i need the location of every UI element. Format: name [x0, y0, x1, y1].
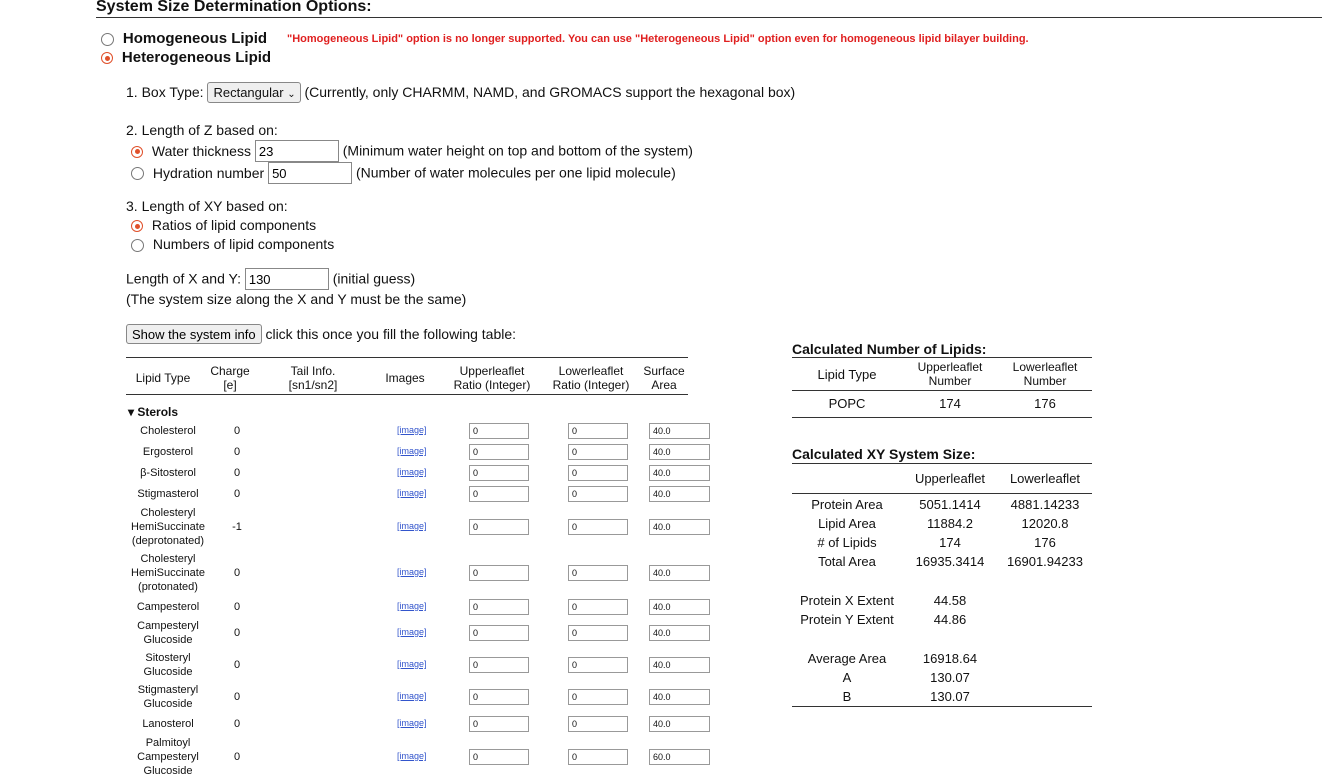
xy-length-note: (initial guess) — [332, 270, 416, 287]
z-length-label: 2. Length of Z based on: — [126, 122, 278, 138]
lipid-name: Stigmasteryl Glucoside — [137, 684, 199, 710]
box-type-note: (Currently, only CHARMM, NAMD, and GROMACS support the hexagonal box) — [304, 84, 796, 100]
upper-ratio-input[interactable]: 0 — [469, 423, 529, 439]
water-thickness-label: Water thickness — [151, 142, 251, 159]
lipid-charge: 0 — [233, 467, 241, 479]
lower-ratio-input[interactable]: 0 — [568, 486, 628, 502]
upper-ratio-input[interactable]: 0 — [469, 519, 529, 535]
water-thickness-row — [131, 140, 693, 162]
calc-lipids-row-upper: 174 — [939, 396, 961, 411]
lipid-image-link[interactable]: [image] — [397, 488, 427, 498]
lipid-image-link[interactable]: [image] — [397, 751, 427, 761]
xy-row-upper: 5051.1414 — [919, 497, 981, 512]
water-thickness-radio[interactable] — [131, 146, 143, 158]
lipid-name: Ergosterol — [142, 446, 194, 458]
summary-label: B — [842, 689, 852, 704]
summary-label: A — [842, 670, 852, 685]
lipid-image-link[interactable]: [image] — [397, 659, 427, 669]
calc-xy-header-lower: Lowerleaflet — [1009, 471, 1081, 486]
homogeneous-notice: "Homogeneous Lipid" option is no longer supported. You can use "Heterogeneous Lipid" option even for homogeneous lipid bilayer building. — [287, 33, 1029, 45]
calc-xy-title: Calculated XY System Size: — [792, 446, 976, 462]
header-surface-area: Surface Area — [643, 364, 685, 392]
calc-xy-header-upper: Upperleaflet — [914, 471, 986, 486]
lower-ratio-input[interactable]: 0 — [568, 657, 628, 673]
summary-value: 130.07 — [930, 670, 970, 685]
lipid-name: Cholesterol — [140, 425, 196, 437]
calc-lipids-top-rule — [792, 357, 1092, 358]
calc-lipids-row-lower: 176 — [1034, 396, 1056, 411]
heterogeneous-label: Heterogeneous Lipid — [121, 49, 272, 66]
hydration-number-radio[interactable] — [131, 167, 144, 180]
surface-area-input[interactable]: 40.0 — [649, 423, 710, 439]
calc-lipids-header-type: Lipid Type — [817, 367, 877, 382]
xy-row-upper: 11884.2 — [926, 516, 974, 531]
lipid-charge: 0 — [233, 659, 241, 671]
extent-label: Protein Y Extent — [800, 612, 894, 627]
lipid-name: Campesterol — [136, 601, 200, 613]
calc-xy-bottom-rule — [792, 706, 1092, 707]
heterogeneous-option[interactable] — [101, 49, 271, 66]
xy-row-lower: 12020.8 — [1021, 516, 1069, 531]
lower-ratio-input[interactable]: 0 — [568, 565, 628, 581]
water-thickness-input[interactable] — [255, 140, 339, 162]
show-system-info-button[interactable]: Show the system info — [126, 324, 262, 344]
calc-lipids-header-lower: Lowerleaflet Number — [1012, 360, 1078, 388]
lipid-charge: -1 — [232, 521, 242, 533]
lower-ratio-input[interactable]: 0 — [568, 444, 628, 460]
lipid-name: Lanosterol — [142, 718, 194, 730]
lower-ratio-input[interactable]: 0 — [568, 716, 628, 732]
upper-ratio-input[interactable]: 0 — [469, 625, 529, 641]
upper-ratio-input[interactable]: 0 — [469, 565, 529, 581]
xy-row-label: # of Lipids — [817, 535, 877, 550]
homogeneous-radio[interactable] — [101, 33, 114, 46]
surface-area-input[interactable]: 40.0 — [649, 599, 710, 615]
homogeneous-option[interactable] — [101, 30, 267, 47]
header-images: Images — [385, 371, 425, 385]
lipid-charge: 0 — [233, 751, 241, 763]
lipid-charge: 0 — [233, 627, 241, 639]
xy-row-lower: 4881.14233 — [1010, 497, 1080, 512]
extent-value: 44.86 — [933, 612, 967, 627]
lipid-table-top-rule — [126, 357, 688, 358]
ratios-option — [131, 217, 316, 233]
lower-ratio-input[interactable]: 0 — [568, 625, 628, 641]
lower-ratio-input[interactable]: 0 — [568, 689, 628, 705]
hydration-number-input[interactable] — [268, 162, 352, 184]
lower-ratio-input[interactable]: 0 — [568, 599, 628, 615]
upper-ratio-input[interactable]: 0 — [469, 716, 529, 732]
box-type-row — [126, 82, 795, 103]
lipid-name: Stigmasterol — [137, 488, 199, 500]
upper-ratio-input[interactable]: 0 — [469, 749, 529, 765]
lipid-name: Campesteryl Glucoside — [137, 620, 199, 646]
surface-area-input[interactable]: 40.0 — [649, 625, 710, 641]
xy-length-label: 3. Length of XY based on: — [126, 198, 288, 214]
lipid-image-link[interactable]: [image] — [397, 691, 427, 701]
lipid-image-link[interactable]: [image] — [397, 601, 427, 611]
ratios-radio[interactable] — [131, 220, 143, 232]
lipid-image-link[interactable]: [image] — [397, 567, 427, 577]
lipid-charge: 0 — [233, 601, 241, 613]
surface-area-input[interactable]: 40.0 — [649, 465, 710, 481]
lipid-table-header-rule — [126, 394, 688, 395]
numbers-option — [131, 236, 334, 252]
water-thickness-note: (Minimum water height on top and bottom of the system) — [342, 142, 693, 159]
surface-area-input[interactable]: 40.0 — [649, 716, 710, 732]
xy-length-input[interactable] — [245, 268, 329, 290]
lipid-image-link[interactable]: [image] — [397, 718, 427, 728]
header-lipid-type: Lipid Type — [135, 371, 191, 385]
box-type-select[interactable]: Rectangular ⌄ — [207, 82, 300, 103]
xy-length-text: Length of X and Y: — [126, 270, 241, 287]
lipid-name: Cholesteryl HemiSuccinate (protonated) — [131, 553, 205, 593]
hydration-number-note: (Number of water molecules per one lipid molecule) — [355, 164, 676, 181]
calc-lipids-row-type: POPC — [828, 396, 866, 411]
show-info-note: click this once you fill the following table: — [265, 326, 517, 342]
lipid-image-link[interactable]: [image] — [397, 521, 427, 531]
lower-ratio-input[interactable]: 0 — [568, 423, 628, 439]
xy-row-upper: 16935.3414 — [915, 554, 985, 569]
xy-row-label: Lipid Area — [818, 516, 876, 531]
upper-ratio-input[interactable]: 0 — [469, 465, 529, 481]
xy-length-row — [126, 268, 415, 290]
show-info-row — [126, 324, 516, 344]
surface-area-input[interactable]: 40.0 — [649, 486, 710, 502]
surface-area-input[interactable]: 40.0 — [649, 657, 710, 673]
title-divider — [96, 17, 1322, 18]
lipid-charge: 0 — [233, 691, 241, 703]
summary-value: 16918.64 — [922, 651, 978, 666]
lower-ratio-input[interactable]: 0 — [568, 519, 628, 535]
header-upper-ratio: Upperleaflet Ratio (Integer) — [453, 364, 531, 392]
lipid-image-link[interactable]: [image] — [397, 467, 427, 477]
surface-area-input[interactable]: 40.0 — [649, 565, 710, 581]
lower-ratio-input[interactable]: 0 — [568, 465, 628, 481]
lipid-image-link[interactable]: [image] — [397, 425, 427, 435]
upper-ratio-input[interactable]: 0 — [469, 486, 529, 502]
lipid-charge: 0 — [233, 488, 241, 500]
lipid-image-link[interactable]: [image] — [397, 446, 427, 456]
extent-value: 44.58 — [933, 593, 967, 608]
xy-row-label: Protein Area — [811, 497, 883, 512]
numbers-label: Numbers of lipid components — [152, 236, 335, 252]
header-lower-ratio: Lowerleaflet Ratio (Integer) — [552, 364, 630, 392]
surface-area-input[interactable]: 60.0 — [649, 749, 710, 765]
hydration-number-row — [131, 162, 676, 184]
lipid-charge: 0 — [233, 567, 241, 579]
summary-label: Average Area — [807, 651, 887, 666]
lipid-charge: 0 — [233, 718, 241, 730]
numbers-radio[interactable] — [131, 239, 144, 252]
lipid-charge: 0 — [233, 425, 241, 437]
surface-area-input[interactable]: 40.0 — [649, 519, 710, 535]
lower-ratio-input[interactable]: 0 — [568, 749, 628, 765]
upper-ratio-input[interactable]: 0 — [469, 599, 529, 615]
section-title: System Size Determination Options: — [96, 0, 372, 15]
xy-row-lower: 16901.94233 — [1007, 554, 1083, 569]
xy-row-lower: 176 — [1034, 535, 1056, 550]
lipid-name: Palmitoyl Campesteryl Glucoside — [137, 737, 199, 777]
lipid-image-link[interactable]: [image] — [397, 627, 427, 637]
lipid-name: β-Sitosterol — [140, 467, 196, 479]
upper-ratio-input[interactable]: 0 — [469, 657, 529, 673]
xy-row-upper: 174 — [939, 535, 961, 550]
surface-area-input[interactable]: 40.0 — [649, 444, 710, 460]
lipid-name: Sitosteryl Glucoside — [143, 652, 193, 678]
header-charge: Charge [e] — [210, 364, 250, 392]
upper-ratio-input[interactable]: 0 — [469, 444, 529, 460]
lipid-charge: 0 — [233, 446, 241, 458]
heterogeneous-radio[interactable] — [101, 52, 113, 64]
calc-lipids-header-rule — [792, 390, 1092, 391]
chevron-down-icon: ⌄ — [287, 89, 296, 100]
calc-lipids-header-upper: Upperleaflet Number — [917, 360, 983, 388]
hydration-number-label: Hydration number — [152, 164, 265, 181]
calc-xy-top-rule — [792, 463, 1092, 464]
box-type-label: 1. Box Type: — [126, 84, 204, 100]
ratios-label: Ratios of lipid components — [151, 217, 317, 233]
homogeneous-label: Homogeneous Lipid — [122, 30, 268, 47]
sterols-group-toggle[interactable]: ▾ Sterols — [128, 405, 179, 419]
summary-value: 130.07 — [930, 689, 970, 704]
xy-same-note: (The system size along the X and Y must be the same) — [126, 291, 467, 307]
upper-ratio-input[interactable]: 0 — [469, 689, 529, 705]
extent-label: Protein X Extent — [800, 593, 894, 608]
header-tail-info: Tail Info. [sn1/sn2] — [288, 364, 338, 392]
calc-xy-header-rule — [792, 493, 1092, 494]
lipid-name: Cholesteryl HemiSuccinate (deprotonated) — [131, 507, 205, 547]
xy-row-label: Total Area — [818, 554, 876, 569]
surface-area-input[interactable]: 40.0 — [649, 689, 710, 705]
calc-lipids-bottom-rule — [792, 417, 1092, 418]
calc-lipids-title: Calculated Number of Lipids: — [792, 341, 987, 357]
